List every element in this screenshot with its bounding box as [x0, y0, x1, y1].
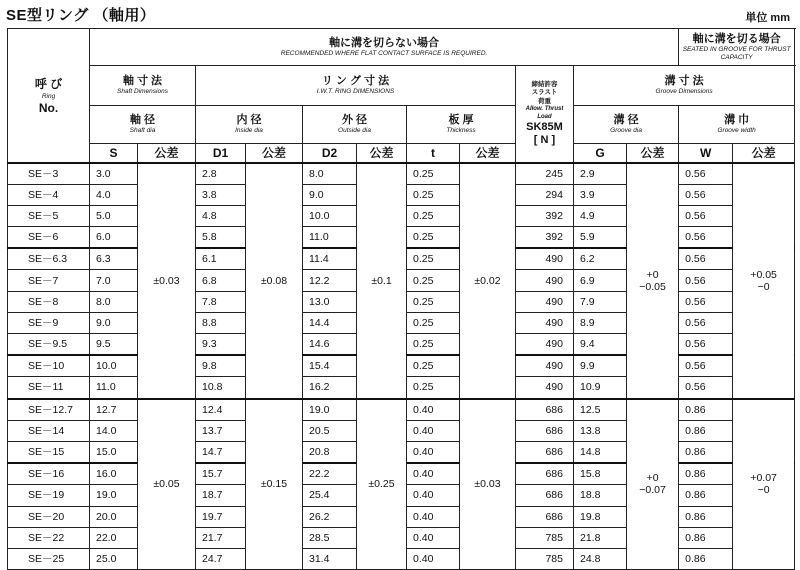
ring-no-cell: SE－25 — [8, 548, 90, 569]
t-cell: 0.25 — [407, 334, 460, 356]
d2-cell: 31.4 — [303, 548, 357, 569]
d2-cell: 15.4 — [303, 355, 357, 377]
w-cell: 0.56 — [679, 248, 733, 270]
d2-cell: 16.2 — [303, 377, 357, 399]
shaft-dimensions-header: 軸 寸 法 Shaft Dimensions — [90, 66, 196, 106]
load-cell: 490 — [516, 377, 574, 399]
ring-no-cell: SE－11 — [8, 377, 90, 399]
spec-table — [7, 28, 795, 570]
symbol-d2: D2 — [303, 144, 357, 163]
t-tolerance-value: ±0.02 — [474, 274, 501, 287]
d1-tolerance — [246, 163, 303, 399]
table-header — [8, 29, 795, 163]
shaft-dia-header: 軸 径 Shaft dia — [90, 106, 196, 144]
ring-no-cell: SE－9 — [8, 312, 90, 333]
g-cell: 6.9 — [574, 270, 627, 291]
d1-cell: 14.7 — [196, 441, 246, 463]
t-cell: 0.40 — [407, 548, 460, 569]
table-row — [8, 399, 795, 421]
w-cell: 0.56 — [679, 312, 733, 333]
s-cell: 22.0 — [90, 527, 138, 548]
load-cell: 686 — [516, 485, 574, 506]
s-cell: 8.0 — [90, 291, 138, 312]
s-cell: 3.0 — [90, 163, 138, 185]
load-cell: 686 — [516, 463, 574, 485]
tolerance-header: 公差 — [733, 144, 795, 163]
d2-cell: 20.8 — [303, 441, 357, 463]
ring-no-cell: SE－14 — [8, 420, 90, 441]
g-cell: 21.8 — [574, 527, 627, 548]
d1-cell: 18.7 — [196, 485, 246, 506]
w-cell: 0.86 — [679, 485, 733, 506]
w-cell: 0.86 — [679, 548, 733, 569]
t-cell: 0.25 — [407, 184, 460, 205]
s-cell: 16.0 — [90, 463, 138, 485]
w-tolerance-value: +0.05 — [750, 268, 777, 281]
w-cell: 0.86 — [679, 399, 733, 421]
ring-no-cell: SE－8 — [8, 291, 90, 312]
d1-tolerance-value: ±0.15 — [260, 478, 288, 491]
g-tolerance — [627, 399, 679, 570]
s-cell: 15.0 — [90, 441, 138, 463]
d2-cell: 26.2 — [303, 506, 357, 527]
w-cell: 0.86 — [679, 463, 733, 485]
d2-cell: 19.0 — [303, 399, 357, 421]
s-cell: 11.0 — [90, 377, 138, 399]
t-cell: 0.25 — [407, 312, 460, 333]
d1-cell: 6.1 — [196, 248, 246, 270]
s-tolerance — [138, 399, 196, 570]
w-tolerance-value: −0 — [757, 280, 770, 293]
ring-no-cell: SE－6.3 — [8, 248, 90, 270]
no-groove-header: 軸に溝を切らない場合 RECOMMENDED WHERE FLAT CONTACT SURFACE IS REQUIRED. — [90, 29, 679, 66]
t-cell: 0.40 — [407, 441, 460, 463]
w-cell: 0.56 — [679, 334, 733, 356]
g-tolerance-value: −0.07 — [639, 484, 666, 497]
d1-cell: 5.8 — [196, 227, 246, 249]
g-cell: 14.8 — [574, 441, 627, 463]
w-cell: 0.56 — [679, 377, 733, 399]
t-cell: 0.40 — [407, 485, 460, 506]
s-tolerance — [138, 163, 196, 399]
t-cell: 0.40 — [407, 399, 460, 421]
t-cell: 0.25 — [407, 227, 460, 249]
d1-cell: 9.8 — [196, 355, 246, 377]
d2-tolerance — [357, 163, 407, 399]
s-cell: 9.5 — [90, 334, 138, 356]
s-tolerance-value: ±0.05 — [153, 478, 180, 491]
load-cell: 294 — [516, 184, 574, 205]
page-title: SE型リング （軸用） — [6, 7, 156, 24]
load-cell: 245 — [516, 163, 574, 185]
g-cell: 4.9 — [574, 205, 627, 226]
d1-cell: 2.8 — [196, 163, 246, 185]
g-tolerance — [627, 163, 679, 399]
tolerance-header: 公差 — [138, 144, 196, 163]
d1-cell: 3.8 — [196, 184, 246, 205]
t-cell: 0.25 — [407, 248, 460, 270]
s-cell: 7.0 — [90, 270, 138, 291]
g-cell: 3.9 — [574, 184, 627, 205]
g-cell: 18.8 — [574, 485, 627, 506]
t-cell: 0.40 — [407, 506, 460, 527]
groove-dia-header: 溝 径 Groove dia — [574, 106, 679, 144]
d2-cell: 11.4 — [303, 248, 357, 270]
g-cell: 15.8 — [574, 463, 627, 485]
d1-cell: 24.7 — [196, 548, 246, 569]
g-cell: 5.9 — [574, 227, 627, 249]
t-cell: 0.25 — [407, 270, 460, 291]
g-cell: 10.9 — [574, 377, 627, 399]
d2-tolerance — [357, 399, 407, 570]
t-cell: 0.25 — [407, 355, 460, 377]
w-tolerance — [733, 399, 795, 570]
ring-no-cell: SE－10 — [8, 355, 90, 377]
t-cell: 0.25 — [407, 377, 460, 399]
w-cell: 0.86 — [679, 527, 733, 548]
s-cell: 20.0 — [90, 506, 138, 527]
t-tolerance — [460, 163, 516, 399]
load-cell: 490 — [516, 248, 574, 270]
load-cell: 490 — [516, 355, 574, 377]
t-tolerance-value: ±0.03 — [474, 478, 501, 491]
d1-cell: 19.7 — [196, 506, 246, 527]
d2-cell: 11.0 — [303, 227, 357, 249]
w-cell: 0.86 — [679, 420, 733, 441]
load-cell: 392 — [516, 205, 574, 226]
d1-tolerance-value: ±0.08 — [260, 274, 288, 287]
table-row — [8, 163, 795, 185]
d1-tolerance — [246, 399, 303, 570]
thickness-header: 板 厚 Thickness — [407, 106, 516, 144]
d1-cell: 12.4 — [196, 399, 246, 421]
w-cell: 0.56 — [679, 270, 733, 291]
tolerance-header: 公差 — [627, 144, 679, 163]
w-cell: 0.86 — [679, 441, 733, 463]
tolerance-header: 公差 — [357, 144, 407, 163]
d2-cell: 20.5 — [303, 420, 357, 441]
tolerance-header: 公差 — [246, 144, 303, 163]
d2-cell: 28.5 — [303, 527, 357, 548]
load-cell: 490 — [516, 270, 574, 291]
d1-cell: 21.7 — [196, 527, 246, 548]
d2-cell: 12.2 — [303, 270, 357, 291]
g-cell: 7.9 — [574, 291, 627, 312]
g-cell: 8.9 — [574, 312, 627, 333]
d2-cell: 22.2 — [303, 463, 357, 485]
load-cell: 686 — [516, 441, 574, 463]
g-cell: 9.9 — [574, 355, 627, 377]
ring-no-cell: SE－12.7 — [8, 399, 90, 421]
s-cell: 5.0 — [90, 205, 138, 226]
ring-dimensions-header: リ ン グ 寸 法 I.W.T. RING DIMENSIONS — [196, 66, 516, 106]
ring-no-cell: SE－9.5 — [8, 334, 90, 356]
table-body — [8, 163, 795, 570]
s-cell: 6.0 — [90, 227, 138, 249]
d1-cell: 8.8 — [196, 312, 246, 333]
thrust-load-header: 締結許容 スラスト 荷重 Allow. Thrust Load SK85M [ N ] — [516, 66, 574, 163]
ring-no-cell: SE－20 — [8, 506, 90, 527]
ring-no-cell: SE－16 — [8, 463, 90, 485]
w-cell: 0.56 — [679, 205, 733, 226]
symbol-t: t — [407, 144, 460, 163]
d2-tolerance-value: ±0.25 — [368, 478, 395, 491]
t-cell: 0.40 — [407, 527, 460, 548]
load-cell: 490 — [516, 312, 574, 333]
ring-no-cell: SE－5 — [8, 205, 90, 226]
t-cell: 0.40 — [407, 463, 460, 485]
g-cell: 9.4 — [574, 334, 627, 356]
g-cell: 2.9 — [574, 163, 627, 185]
w-tolerance-value: −0 — [757, 484, 770, 497]
d2-cell: 25.4 — [303, 485, 357, 506]
load-cell: 785 — [516, 527, 574, 548]
t-cell: 0.25 — [407, 163, 460, 185]
w-cell: 0.86 — [679, 506, 733, 527]
s-cell: 25.0 — [90, 548, 138, 569]
load-cell: 490 — [516, 291, 574, 312]
outside-dia-header: 外 径 Outside dia — [303, 106, 407, 144]
ring-no-cell: SE－3 — [8, 163, 90, 185]
g-tolerance-value: −0.05 — [639, 280, 666, 293]
d1-cell: 15.7 — [196, 463, 246, 485]
g-cell: 19.8 — [574, 506, 627, 527]
g-tolerance-value: +0 — [646, 472, 659, 485]
ring-no-cell: SE－7 — [8, 270, 90, 291]
s-tolerance-value: ±0.03 — [153, 274, 180, 287]
d1-cell: 9.3 — [196, 334, 246, 356]
load-cell: 785 — [516, 548, 574, 569]
d1-cell: 13.7 — [196, 420, 246, 441]
load-cell: 686 — [516, 420, 574, 441]
ring-no-cell: SE－6 — [8, 227, 90, 249]
d2-cell: 14.4 — [303, 312, 357, 333]
s-cell: 10.0 — [90, 355, 138, 377]
d2-cell: 13.0 — [303, 291, 357, 312]
s-cell: 12.7 — [90, 399, 138, 421]
d2-cell: 14.6 — [303, 334, 357, 356]
load-cell: 392 — [516, 227, 574, 249]
d1-cell: 6.8 — [196, 270, 246, 291]
w-tolerance-value: +0.07 — [750, 472, 777, 485]
w-tolerance — [733, 163, 795, 399]
g-cell: 24.8 — [574, 548, 627, 569]
d2-cell: 8.0 — [303, 163, 357, 185]
symbol-s: S — [90, 144, 138, 163]
d1-cell: 7.8 — [196, 291, 246, 312]
unit-label: 単位 mm — [745, 12, 790, 24]
s-cell: 4.0 — [90, 184, 138, 205]
load-cell: 686 — [516, 506, 574, 527]
w-cell: 0.56 — [679, 355, 733, 377]
d2-tolerance-value: ±0.1 — [371, 274, 392, 287]
ring-no-cell: SE－4 — [8, 184, 90, 205]
g-tolerance-value: +0 — [646, 268, 659, 281]
t-cell: 0.25 — [407, 291, 460, 312]
s-cell: 19.0 — [90, 485, 138, 506]
s-cell: 9.0 — [90, 312, 138, 333]
g-cell: 6.2 — [574, 248, 627, 270]
load-cell: 686 — [516, 399, 574, 421]
d1-cell: 4.8 — [196, 205, 246, 226]
t-tolerance — [460, 399, 516, 570]
ring-no-header: 呼 び Ring No. — [8, 29, 90, 163]
groove-header: 軸に溝を切る場合 SEATED IN GROOVE FOR THRUST CAPACITY — [679, 29, 795, 66]
d1-cell: 10.8 — [196, 377, 246, 399]
groove-dimensions-header: 溝 寸 法 Groove Dimensions — [574, 66, 795, 106]
d2-cell: 10.0 — [303, 205, 357, 226]
inside-dia-header: 内 径 Inside dia — [196, 106, 303, 144]
ring-no-cell: SE－22 — [8, 527, 90, 548]
g-cell: 12.5 — [574, 399, 627, 421]
w-cell: 0.56 — [679, 163, 733, 185]
ring-no-cell: SE－15 — [8, 441, 90, 463]
w-cell: 0.56 — [679, 184, 733, 205]
t-cell: 0.25 — [407, 205, 460, 226]
groove-width-header: 溝 巾 Groove width — [679, 106, 795, 144]
t-cell: 0.40 — [407, 420, 460, 441]
w-cell: 0.56 — [679, 291, 733, 312]
s-cell: 6.3 — [90, 248, 138, 270]
load-cell: 490 — [516, 334, 574, 356]
w-cell: 0.56 — [679, 227, 733, 249]
g-cell: 13.8 — [574, 420, 627, 441]
symbol-g: G — [574, 144, 627, 163]
symbol-d1: D1 — [196, 144, 246, 163]
tolerance-header: 公差 — [460, 144, 516, 163]
d2-cell: 9.0 — [303, 184, 357, 205]
ring-no-cell: SE－19 — [8, 485, 90, 506]
symbol-w: W — [679, 144, 733, 163]
s-cell: 14.0 — [90, 420, 138, 441]
